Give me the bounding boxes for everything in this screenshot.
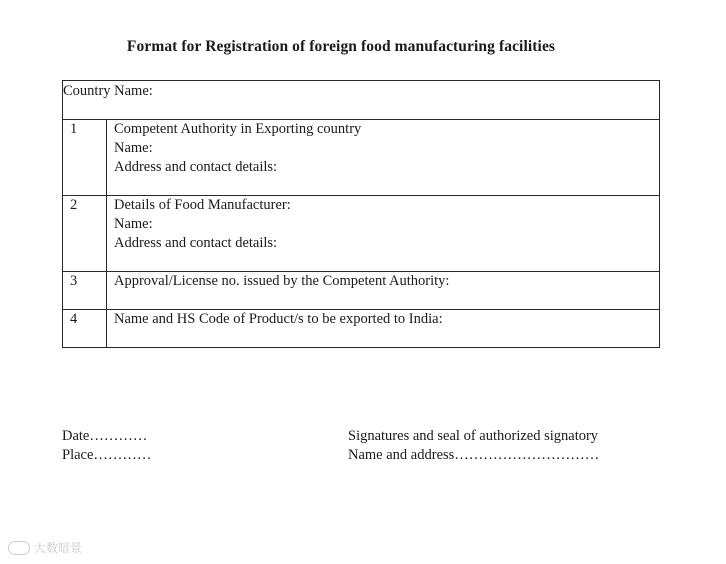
- row-number: 1: [63, 120, 107, 196]
- table-row: [63, 310, 660, 348]
- row-content: [107, 196, 660, 272]
- watermark: [8, 539, 82, 556]
- row-number: 4: [63, 310, 107, 348]
- country-row: [63, 81, 660, 120]
- country-label: Country Name:: [63, 83, 153, 99]
- row-number: 2: [63, 196, 107, 272]
- row-line: Details of Food Manufacturer:: [114, 197, 291, 213]
- row-content: [107, 120, 660, 196]
- row-line: Name:: [114, 140, 153, 156]
- row-content: [107, 272, 660, 310]
- row-line: Competent Authority in Exporting country: [114, 121, 362, 137]
- signature-field: Signatures and seal of authorized signatory: [348, 428, 599, 444]
- date-place-block: [62, 427, 151, 465]
- registration-table: [62, 80, 660, 348]
- table-row: [63, 272, 660, 310]
- table-row: [63, 120, 660, 196]
- form-title: Format for Registration of foreign food manufacturing facilities: [126, 38, 556, 55]
- signatory-block: [348, 427, 599, 465]
- row-line: Approval/License no. issued by the Competent Authority:: [114, 273, 450, 289]
- row-line: Address and contact details:: [114, 159, 278, 175]
- watermark-text: 大数暗景: [34, 541, 83, 555]
- row-content: [107, 310, 660, 348]
- row-line: Address and contact details:: [114, 235, 278, 251]
- row-line: Name and HS Code of Product/s to be exported to India:: [114, 311, 443, 327]
- place-field: Place…………: [62, 447, 152, 463]
- row-number: 3: [63, 272, 107, 310]
- table-row: [63, 196, 660, 272]
- name-address-field: Name and address…………………………: [348, 447, 600, 463]
- date-field: Date…………: [62, 428, 148, 444]
- country-cell: [63, 81, 660, 120]
- row-line: Name:: [114, 216, 153, 232]
- watermark-logo-icon: [8, 541, 30, 555]
